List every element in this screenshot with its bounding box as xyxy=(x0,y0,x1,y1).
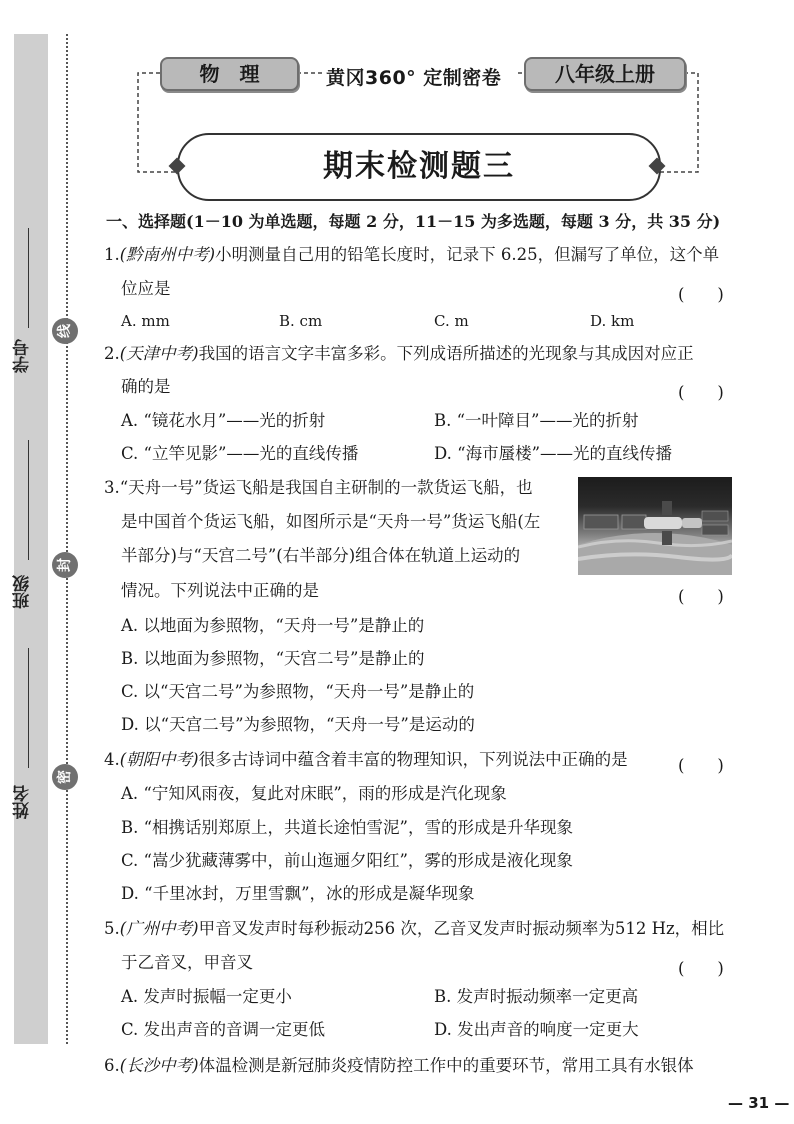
question-stem: 甲音叉发声时每秒振动256 次，乙音叉发声时振动频率为512 Hz，相比 xyxy=(198,919,725,938)
seal-mark-3: 密 xyxy=(52,764,78,790)
student-id-blank xyxy=(28,228,29,328)
option-d: D. 发出声音的响度一定更大 xyxy=(434,1020,639,1039)
question-stem-line: 是中国首个货运飞船，如图所示是“天舟一号”货运飞船(左 xyxy=(121,512,541,531)
option-d: D. 以“天宫二号”为参照物，“天舟一号”是运动的 xyxy=(121,715,475,734)
question-1 xyxy=(104,247,719,264)
brand-label: 黄冈360° 定制密卷 xyxy=(326,67,502,89)
question-2 xyxy=(104,346,694,363)
question-number: 2. xyxy=(104,344,120,363)
question-stem: 很多古诗词中蕴含着丰富的物理知识，下列说法中正确的是 xyxy=(198,750,628,769)
tianzhou-tiangong-image xyxy=(578,477,732,575)
student-id-label: 学号 xyxy=(13,339,33,373)
spacecraft-photo xyxy=(578,477,732,575)
exam-title: 期末检测题三 xyxy=(177,133,661,201)
question-number: 6. xyxy=(104,1056,120,1075)
question-number: 4. xyxy=(104,750,120,769)
option-b: B. 以地面为参照物，“天宫二号”是静止的 xyxy=(121,649,425,668)
question-number: 3. xyxy=(104,478,120,497)
option-d: D. “千里冰封，万里雪飘”，冰的形成是凝华现象 xyxy=(121,884,475,903)
option-c: C. m xyxy=(434,312,469,330)
question-stem-line: 确的是 xyxy=(121,377,171,396)
option-a: A. 以地面为参照物，“天舟一号”是静止的 xyxy=(121,616,425,635)
option-b: B. “相携话别郑原上，共道长途怕雪泥”，雪的形成是升华现象 xyxy=(121,818,573,837)
question-number: 5. xyxy=(104,919,120,938)
question-stem-line: 半部分)与“天宫二号”(右半部分)组合体在轨道上运动的 xyxy=(121,546,521,565)
question-4 xyxy=(104,752,628,769)
seal-mark-1: 线 xyxy=(52,318,78,344)
option-a: A. “镜花水月”——光的折射 xyxy=(121,411,326,430)
class-label: 班级 xyxy=(13,575,33,609)
answer-blank[interactable]: ( ) xyxy=(678,285,724,304)
option-a: A. “宁知风雨夜，复此对床眠”，雨的形成是汽化现象 xyxy=(121,784,507,803)
option-a: A. 发声时振幅一定更小 xyxy=(121,987,292,1006)
question-stem: 体温检测是新冠肺炎疫情防控工作中的重要环节，常用工具有水银体 xyxy=(198,1056,694,1075)
question-stem: “天舟一号”货运飞船是我国自主研制的一款货运飞船，也 xyxy=(119,478,533,497)
question-source: (黔南州中考) xyxy=(119,245,216,264)
question-number: 1. xyxy=(104,245,120,264)
class-blank xyxy=(28,440,29,560)
question-source: (朝阳中考) xyxy=(119,750,199,769)
question-stem: 我国的语言文字丰富多彩。下列成语所描述的光现象与其成因对应正 xyxy=(198,344,694,363)
question-stem-line: 情况。下列说法中正确的是 xyxy=(121,581,319,600)
option-c: C. “立竿见影”——光的直线传播 xyxy=(121,444,359,463)
answer-blank[interactable]: ( ) xyxy=(678,383,724,402)
answer-blank[interactable]: ( ) xyxy=(678,959,724,978)
question-stem-line: 于乙音叉，甲音叉 xyxy=(121,953,253,972)
grade-label: 八年级上册 xyxy=(524,57,686,91)
question-source: (长沙中考) xyxy=(119,1056,199,1075)
option-c: C. “嵩少犹藏薄雾中，前山迤逦夕阳红”，雾的形成是液化现象 xyxy=(121,851,573,870)
option-b: B. “一叶障目”——光的折射 xyxy=(434,411,639,430)
question-stem-line: 位应是 xyxy=(121,279,171,298)
question-source: (天津中考) xyxy=(119,344,199,363)
question-6 xyxy=(104,1058,694,1075)
option-c: C. 以“天宫二号”为参照物，“天舟一号”是静止的 xyxy=(121,682,475,701)
seal-mark-2: 封 xyxy=(52,552,78,578)
option-d: D. km xyxy=(590,312,635,330)
answer-blank[interactable]: ( ) xyxy=(678,587,724,606)
name-blank xyxy=(28,648,29,768)
question-source: (广州中考) xyxy=(119,919,199,938)
option-b: B. cm xyxy=(279,312,323,330)
option-a: A. mm xyxy=(121,312,170,330)
question-stem: 小明测量自己用的铅笔长度时，记录下 6.25，但漏写了单位，这个单 xyxy=(215,245,720,264)
page-number: — 31 — xyxy=(728,1094,790,1112)
option-d: D. “海市蜃楼”——光的直线传播 xyxy=(434,444,673,463)
answer-blank[interactable]: ( ) xyxy=(678,756,724,775)
option-b: B. 发声时振动频率一定更高 xyxy=(434,987,639,1006)
name-label: 姓名 xyxy=(13,785,33,819)
question-3 xyxy=(104,480,533,497)
subject-label: 物 理 xyxy=(160,57,299,91)
option-c: C. 发出声音的音调一定更低 xyxy=(121,1020,326,1039)
section-heading: 一、选择题(1－10 为单选题，每题 2 分，11－15 为多选题，每题 3 分，共 35 分) xyxy=(106,212,721,231)
question-5 xyxy=(104,921,724,938)
